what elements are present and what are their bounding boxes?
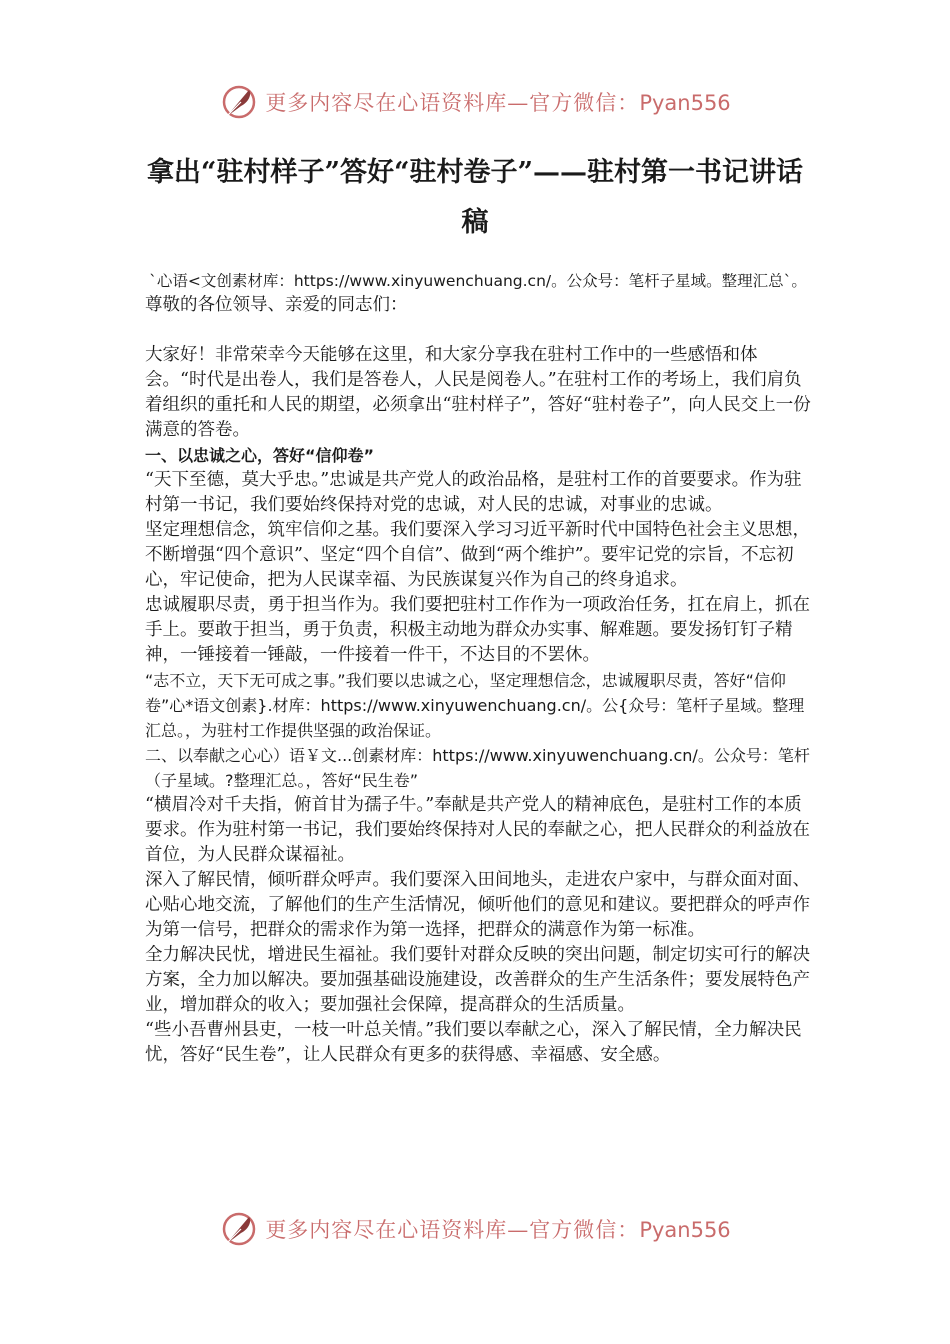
header-banner [0,80,950,124]
paragraph: 坚定理想信念，筑牢信仰之基。我们要深入学习习近平新时代中国特色社会主义思想，不断增强“四个意识”、坚定“四个自信”、做到“两个维护”。要牢记党的宗旨，不忘初心，牢记使命，把为人民谋幸福、为民族谋复兴作为自己的终身追求。 [145,520,810,590]
salutation: 尊敬的各位领导、亲爱的同志们： [145,295,408,315]
paragraph: “些小吾曹州县吏，一枝一叶总关情。”我们要以奉献之心，深入了解民情，全力解决民忧，答好“民生卷”，让人民群众有更多的获得感、幸福感、安全感。 [145,1020,802,1065]
paragraph: 忠诚履职尽责，勇于担当作为。我们要把驻村工作作为一项政治任务，扛在肩上，抓在手上。要敢于担当，勇于负责，积极主动地为群众办实事、解难题。要发扬钉钉子精神，一锤接着一锤敲，一件接着一件干，不达目的不罢休。 [145,595,810,665]
paragraph: 深入了解民情，倾听群众呼声。我们要深入田间地头，走进农户家中，与群众面对面、心贴心地交流，了解他们的生产生活情况，倾听他们的意见和建议。要把群众的呼声作为第一信号，把群众的需求作为第一选择，把群众的满意作为第一标准。 [145,870,810,940]
source-note: `心语<文创素材库：https://www.xinyuwenchuang.cn/。公众号：笔杆子星域。整理汇总`。 [149,272,807,290]
quill-logo-icon [219,82,259,122]
banner-text: 更多内容尽在心语资料库—官方微信：Pyan556 [265,1218,731,1242]
page-title: 拿出“驻村样子”答好“驻村卷子”——驻村第一书记讲话稿 [146,157,804,238]
banner-text: 更多内容尽在心语资料库—官方微信：Pyan556 [265,91,731,115]
article-body [145,270,811,1068]
section-1-summary: “志不立，天下无可成之事。”我们要以忠诚之心，坚定理想信念，忠诚履职尽责，答好“信仰卷”心*语文创素}.材库：https://www.xinyuwenchuang.cn/。公{众号：笔杆子星域。整理汇总。，为驻村工作提供坚强的政治保证。 [145,671,805,740]
quill-logo-icon [219,1209,259,1249]
footer-banner [0,1207,950,1251]
paragraph: “天下至德，莫大乎忠。”忠诚是共产党人的政治品格，是驻村工作的首要要求。作为驻村第一书记，我们要始终保持对党的忠诚，对人民的忠诚，对事业的忠诚。 [145,470,802,515]
section-1-heading: 一、以忠诚之心，答好“信仰卷” [145,446,375,465]
banner-handle: Pyan556 [639,1218,731,1242]
spacer [145,318,811,343]
paragraph: “横眉冷对千夫指，俯首甘为孺子牛。”奉献是共产党人的精神底色，是驻村工作的本质要求。作为驻村第一书记，我们要始终保持对人民的奉献之心，把人民群众的利益放在首位，为人民群众谋福祉。 [145,795,810,865]
paragraph: 全力解决民忧，增进民生福祉。我们要针对群众反映的突出问题，制定切实可行的解决方案，全力加以解决。要加强基础设施建设，改善群众的生产生活条件；要发展特色产业，增加群众的收入；要加强社会保障，提高群众的生活质量。 [145,945,810,1015]
intro-paragraph: 大家好！非常荣幸今天能够在这里，和大家分享我在驻村工作中的一些感悟和体会。“时代是出卷人，我们是答卷人，人民是阅卷人。”在驻村工作的考场上，我们肩负着组织的重托和人民的期望，必须拿出“驻村样子”，答好“驻村卷子”，向人民交上一份满意的答卷。 [145,345,811,440]
banner-handle: Pyan556 [639,91,731,115]
section-2-heading: 二、以奉献之心心）语￥文...创素材库：https://www.xinyuwenchuang.cn/。公众号：笔杆（子星域。?整理汇总。，答好“民生卷” [145,746,810,790]
